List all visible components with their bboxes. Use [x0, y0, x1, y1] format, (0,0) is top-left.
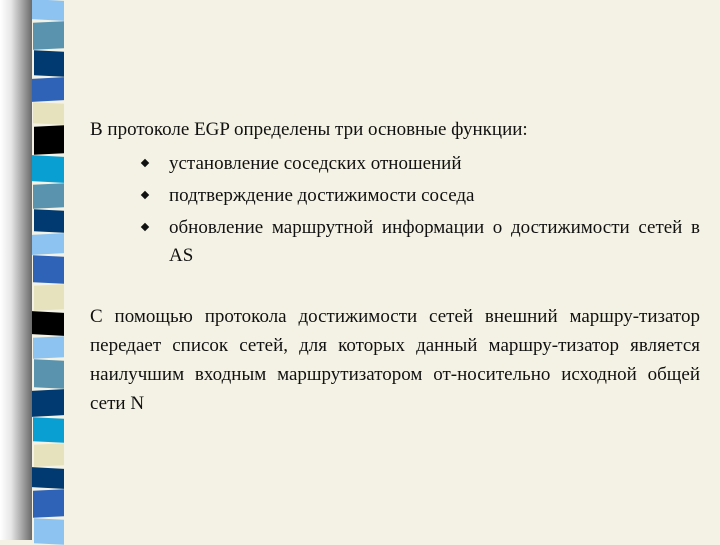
slide-content [90, 116, 700, 418]
diamond-bullet-icon [141, 191, 149, 199]
list-item [138, 182, 700, 210]
strip-block [32, 233, 64, 255]
bullet-text: подтверждение достижимости соседа [169, 185, 475, 206]
strip-block [32, 155, 64, 183]
strip-block [33, 489, 64, 518]
strip-block [32, 311, 64, 336]
diamond-bullet-icon [141, 223, 149, 231]
strip-block [32, 467, 64, 489]
function-list [90, 150, 700, 270]
strip-block [32, 0, 64, 21]
strip-block [33, 336, 64, 359]
decorative-block-strip [32, 0, 68, 540]
strip-block [34, 50, 64, 77]
strip-block [34, 443, 64, 467]
strip-block [33, 21, 64, 50]
strip-block [34, 359, 64, 389]
bullet-text: установление соседских отношений [169, 153, 462, 174]
list-item [138, 150, 700, 178]
strip-block [34, 518, 64, 545]
decorative-shadow-strip [0, 0, 32, 540]
description-paragraph: С помощью протокола достижимости сетей внешний маршру-тизатор передает список сетей, для которых данный маршру-тизатор является наилучшим входным маршрутизатором от-носительно исходной общей сети N [90, 306, 700, 414]
strip-block [33, 102, 64, 125]
strip-block [33, 417, 64, 443]
strip-block [33, 255, 64, 284]
intro-text: В протоколе EGP определены три основные функции: [90, 119, 528, 140]
strip-block [34, 209, 64, 233]
strip-block [34, 125, 64, 155]
list-item [138, 214, 700, 270]
strip-block [33, 183, 64, 209]
bullet-text: обновление маршрутной информации о достижимости сетей в AS [169, 217, 700, 266]
strip-block [34, 284, 64, 311]
strip-block [32, 77, 64, 102]
diamond-bullet-icon [141, 159, 149, 167]
strip-block [32, 389, 64, 417]
